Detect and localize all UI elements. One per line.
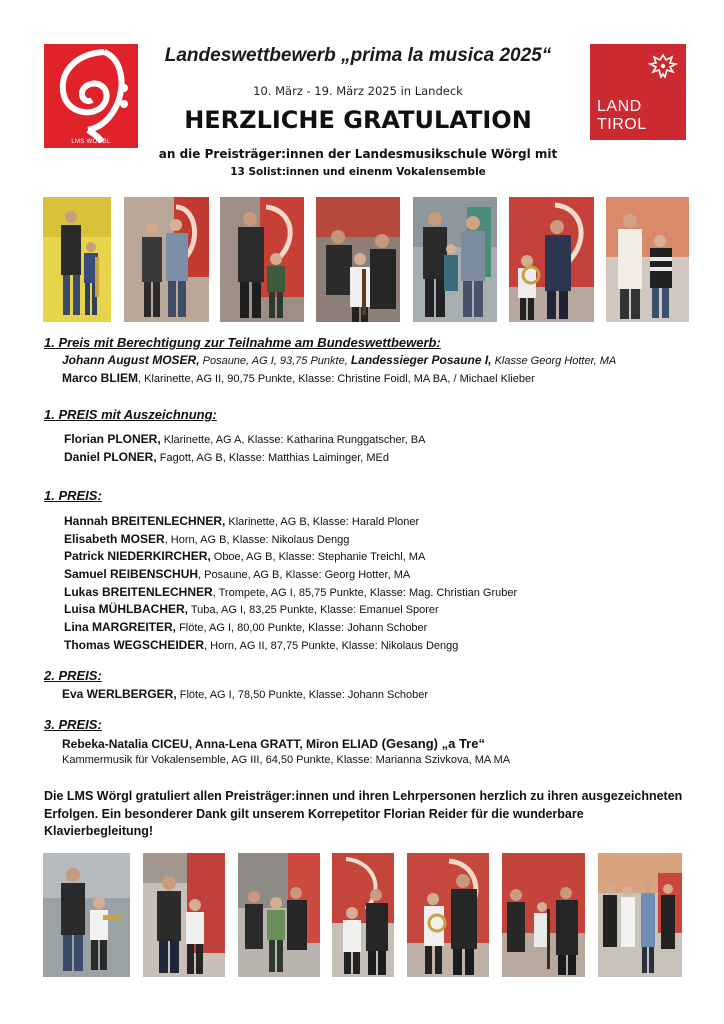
tirol-logo-line-1: LAND	[597, 98, 642, 115]
photo-2	[143, 853, 225, 977]
photo-2	[124, 197, 209, 322]
list-item: Patrick NIEDERKIRCHER, Oboe, AG B, Klasse: Stephanie Treichl, MA	[64, 549, 426, 563]
section-heading-2: 1. PREIS mit Auszeichnung:	[44, 407, 217, 422]
lms-logo-caption: LMS WÖRGL	[71, 139, 111, 145]
page-headline: HERZLICHE GRATULATION	[184, 106, 532, 134]
photo-7	[598, 853, 682, 977]
photo-7	[606, 197, 689, 322]
list-item: Lukas BREITENLECHNER, Trompete, AG I, 85,75 Punkte, Klasse: Mag. Christian Gruber	[64, 585, 518, 599]
photo-5	[407, 853, 489, 977]
photo-3	[220, 197, 304, 322]
closing-paragraph: Die LMS Wörgl gratuliert allen Preisträger:innen und ihren Lehrpersonen herzlich zu ihren ausgezeichneten Erfolgen. Ein besonderer Dank gilt unserem Korrepetitor Florian Reider für die wunderbare Klavierbegleitung!	[44, 789, 683, 838]
date-line: 10. März - 19. März 2025 in Landeck	[253, 84, 463, 98]
list-item: Eva WERLBERGER, Flöte, AG I, 78,50 Punkte, Klasse: Johann Schober	[62, 687, 429, 701]
tirol-logo-line-2: TIROL	[597, 116, 647, 133]
photo-3	[238, 853, 320, 977]
subline-2: 13 Solist:innen und einenm Vokalensemble	[230, 166, 486, 178]
ensemble-details: Kammermusik für Vokalensemble, AG III, 64,50 Punkte, Klasse: Marianna Szivkova, MA MA	[62, 754, 511, 766]
lms-woergl-logo	[44, 44, 138, 148]
photo-1	[43, 853, 130, 977]
treble-clef-icon	[44, 44, 138, 148]
list-item: Elisabeth MOSER, Horn, AG B, Klasse: Nikolaus Dengg	[64, 532, 350, 546]
photo-1	[43, 197, 111, 322]
land-tirol-logo	[590, 44, 686, 140]
list-item: Samuel REIBENSCHUH, Posaune, AG B, Klasse: Georg Hotter, MA	[64, 567, 411, 581]
competition-title: Landeswettbewerb „prima la musica 2025“	[164, 45, 552, 66]
list-item: Lina MARGREITER, Flöte, AG I, 80,00 Punkte, Klasse: Johann Schober	[64, 620, 428, 634]
photo-row-top	[43, 197, 689, 322]
photo-6	[509, 197, 594, 322]
photo-row-bottom	[43, 853, 689, 977]
list-item: Johann August MOSER, Posaune, AG I, 93,75 Punkte, Landessieger Posaune I, Klasse Georg Hotter, MA	[62, 353, 617, 367]
subline-1: an die Preisträger:innen der Landesmusikschule Wörgl mit	[158, 147, 558, 161]
section-heading-5: 3. PREIS:	[44, 717, 102, 732]
photo-6	[502, 853, 585, 977]
list-item: Daniel PLONER, Fagott, AG B, Klasse: Matthias Laiminger, MEd	[64, 450, 390, 464]
section-heading-1: 1. Preis mit Berechtigung zur Teilnahme am Bundeswettbewerb:	[44, 335, 441, 350]
tirol-eagle-icon	[648, 52, 678, 82]
photo-4	[316, 197, 400, 322]
section-heading-3: 1. PREIS:	[44, 488, 102, 503]
list-item: Florian PLONER, Klarinette, AG A, Klasse: Katharina Runggatscher, BA	[64, 432, 426, 446]
photo-5	[413, 197, 497, 322]
list-item: Luisa MÜHLBACHER, Tuba, AG I, 83,25 Punkte, Klasse: Emanuel Sporer	[64, 602, 439, 616]
ensemble-names: Rebeka-Natalia CICEU, Anna-Lena GRATT, Miron ELIAD (Gesang) „a Tre“	[62, 736, 485, 751]
section-heading-4: 2. PREIS:	[44, 668, 102, 683]
photo-4	[332, 853, 394, 977]
list-item: Marco BLIEM, Klarinette, AG II, 90,75 Punkte, Klasse: Christine Foidl, MA BA, / Michael Klieber	[62, 371, 535, 385]
list-item: Thomas WEGSCHEIDER, Horn, AG II, 87,75 Punkte, Klasse: Nikolaus Dengg	[64, 638, 459, 652]
list-item: Hannah BREITENLECHNER, Klarinette, AG B, Klasse: Harald Ploner	[64, 514, 420, 528]
